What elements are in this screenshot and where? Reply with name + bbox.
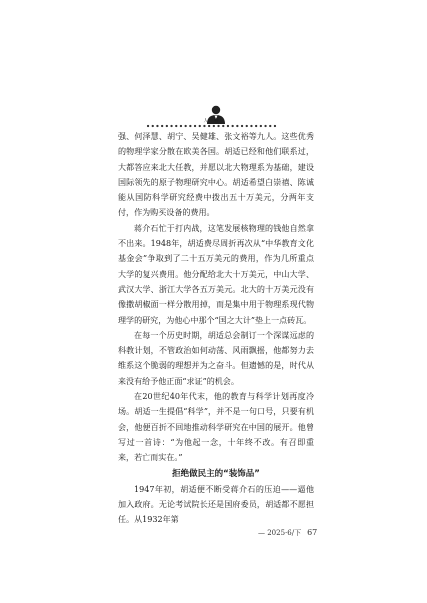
page-number: 67 [307,528,318,537]
paragraph: 在20世纪40年代末，他的教育与科学计划再度冷场。胡适一生提倡“科学”，并不是一句口号，只要有机会，他便百折不回地推动科学研究在中国的展开。他曾写过一首诗：“为他起一念，十年终不改。有召即重来，若亡而实在。” [118,392,314,463]
section-heading: 拒绝做民主的“装饰品” [172,468,260,479]
paragraph: 蒋介石忙于打内战，这笔发展核物理的钱他自然拿不出来。1948年，胡适费尽周折再次从“中华教育文化基金会”争取到了二十五万美元的费用，作为几所重点大学的复兴费用。他分配给北大十万美元，中山大学、武汉大学、浙江大学各五万美元。北大的十万美元没有像撒胡椒面一样分散用掉，而是集中用于物理系现代物理学的研究，为他心中那个“国之大计”垫上一点砖瓦。 [118,223,314,325]
paragraph: 强、何泽慧、胡宁、吴健雄、张文裕等九人。这些优秀的物理学家分散在欧美各国。胡适已经和他们联系过，大都答应来北大任教，并愿以北大物理系为基础，建设国际领先的原子物理研究中心。胡适希望白崇禧、陈诚能从国防科学研究经费中拨出五十万美元，分两年支付，作为购买设备的费用。 [118,132,314,218]
section-label: 人物 [203,119,225,124]
page-footer [258,528,317,538]
article-body [118,129,314,527]
paragraph: 在每一个历史时期，胡适总会制订一个深谋远虑的科教计划，不管政治如何动荡、风雨飘摇，他都努力去维系这个脆弱的理想并为之奋斗。但遗憾的是，时代从来没有给予他正面“求证”的机会。 [118,330,314,386]
issue-label: — 2025·6/下 [258,529,302,537]
header-dotted-divider [146,124,280,128]
paragraph: 1947年初，胡适便不断受蒋介石的压迫——逼他加入政府。无论考试院长还是国府委员，胡适都不愿担任。从1932年第 [118,484,314,525]
